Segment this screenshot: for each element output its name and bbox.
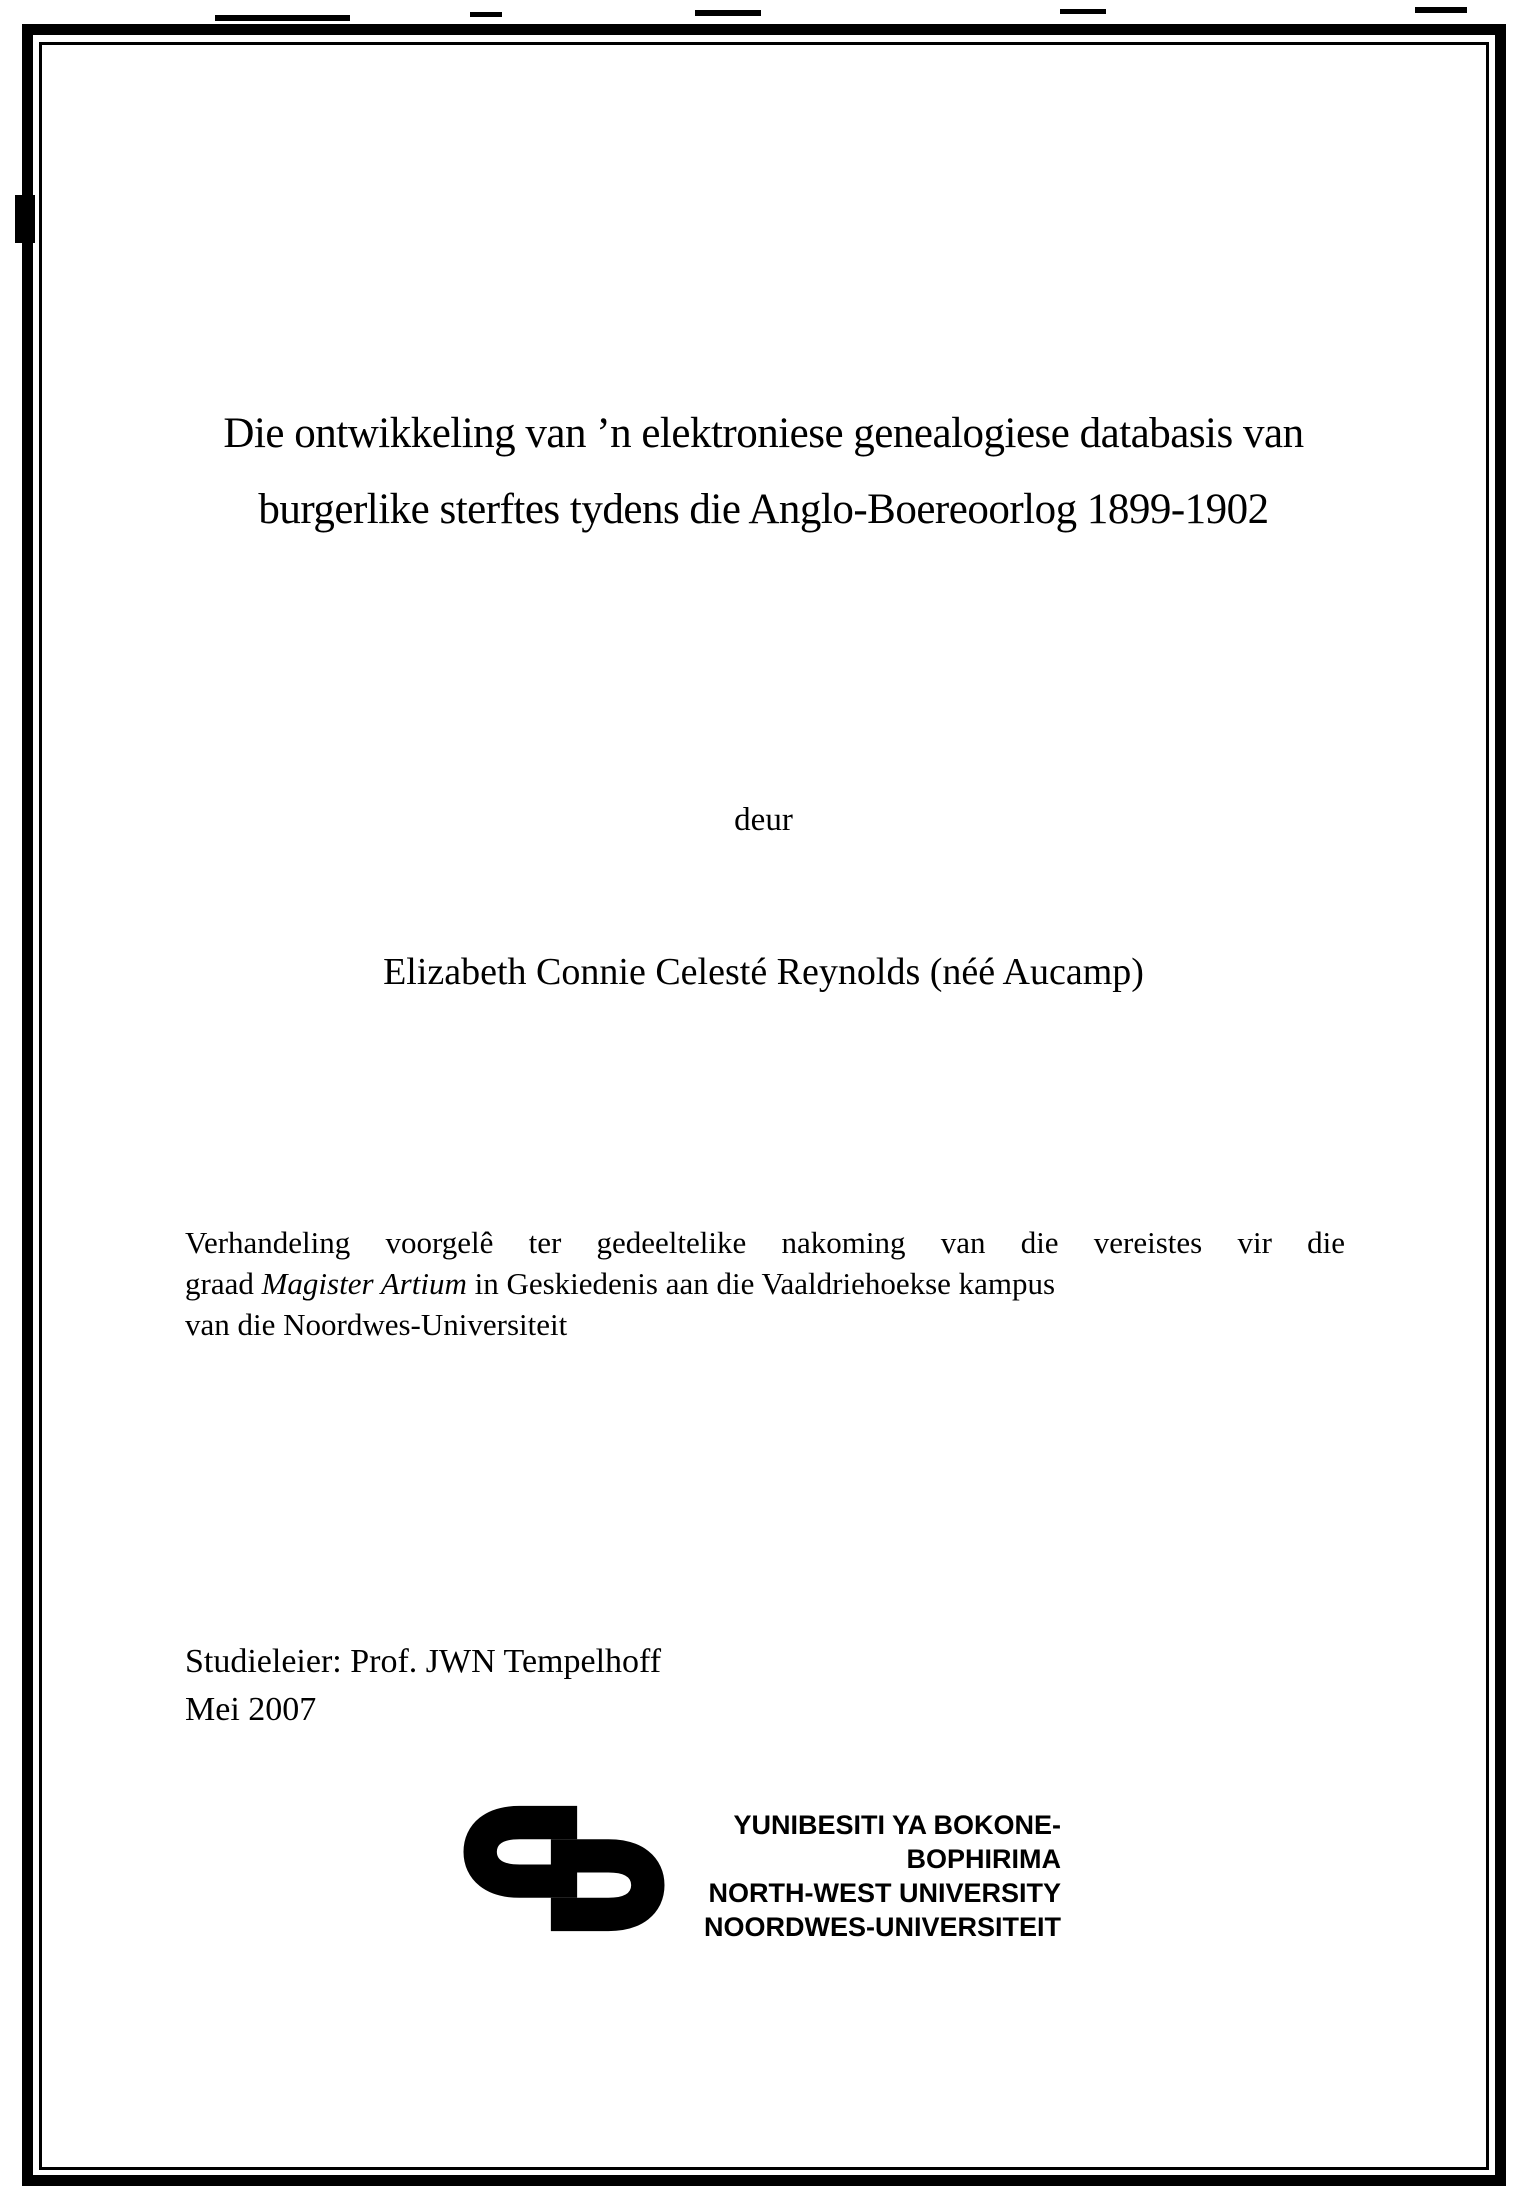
logo-text-line-1: YUNIBESITI YA BOKONE-BOPHIRIMA (733, 1810, 1061, 1874)
degree-name-italic: Magister Artium (261, 1266, 467, 1301)
author-name: Elizabeth Connie Celesté Reynolds (néé Aucamp) (383, 951, 1144, 993)
university-logo (463, 1796, 1073, 1956)
statement-line-2-prefix: graad (185, 1266, 262, 1301)
page-title (60, 396, 1467, 548)
statement-line-2 (185, 1263, 1345, 1304)
statement-line-2-suffix: in Geskiedenis aan die Vaaldriehoekse kampus (466, 1266, 1056, 1301)
logo-text-line-2: NORTH-WEST UNIVERSITY (708, 1878, 1061, 1908)
logo-text-line-3: NOORDWES-UNIVERSITEIT (703, 1912, 1061, 1942)
degree-statement (185, 1222, 1345, 1345)
scan-artifact-dash (1415, 7, 1467, 13)
scan-artifact-dash (470, 12, 502, 17)
byline-label: deur (734, 802, 793, 838)
supervisor-block (185, 1638, 661, 1734)
statement-line-3: van die Noordwes-Universiteit (185, 1307, 568, 1342)
supervisor-line: Studieleier: Prof. JWN Tempelhoff (185, 1643, 662, 1680)
university-logo-text (583, 1808, 1061, 1944)
scan-artifact-dash (215, 15, 350, 21)
scan-artifact-dash (1060, 9, 1106, 14)
statement-line-1: Verhandeling voorgelê ter gedeeltelike nakoming van die vereistes vir die (185, 1225, 1345, 1260)
title-line-2: burgerlike sterftes tydens die Anglo-Boereoorlog 1899-1902 (258, 486, 1269, 533)
scan-artifact-dash (695, 10, 761, 16)
date-line: Mei 2007 (185, 1691, 317, 1728)
title-line-1: Die ontwikkeling van ’n elektroniese genealogiese databasis van (223, 410, 1304, 457)
